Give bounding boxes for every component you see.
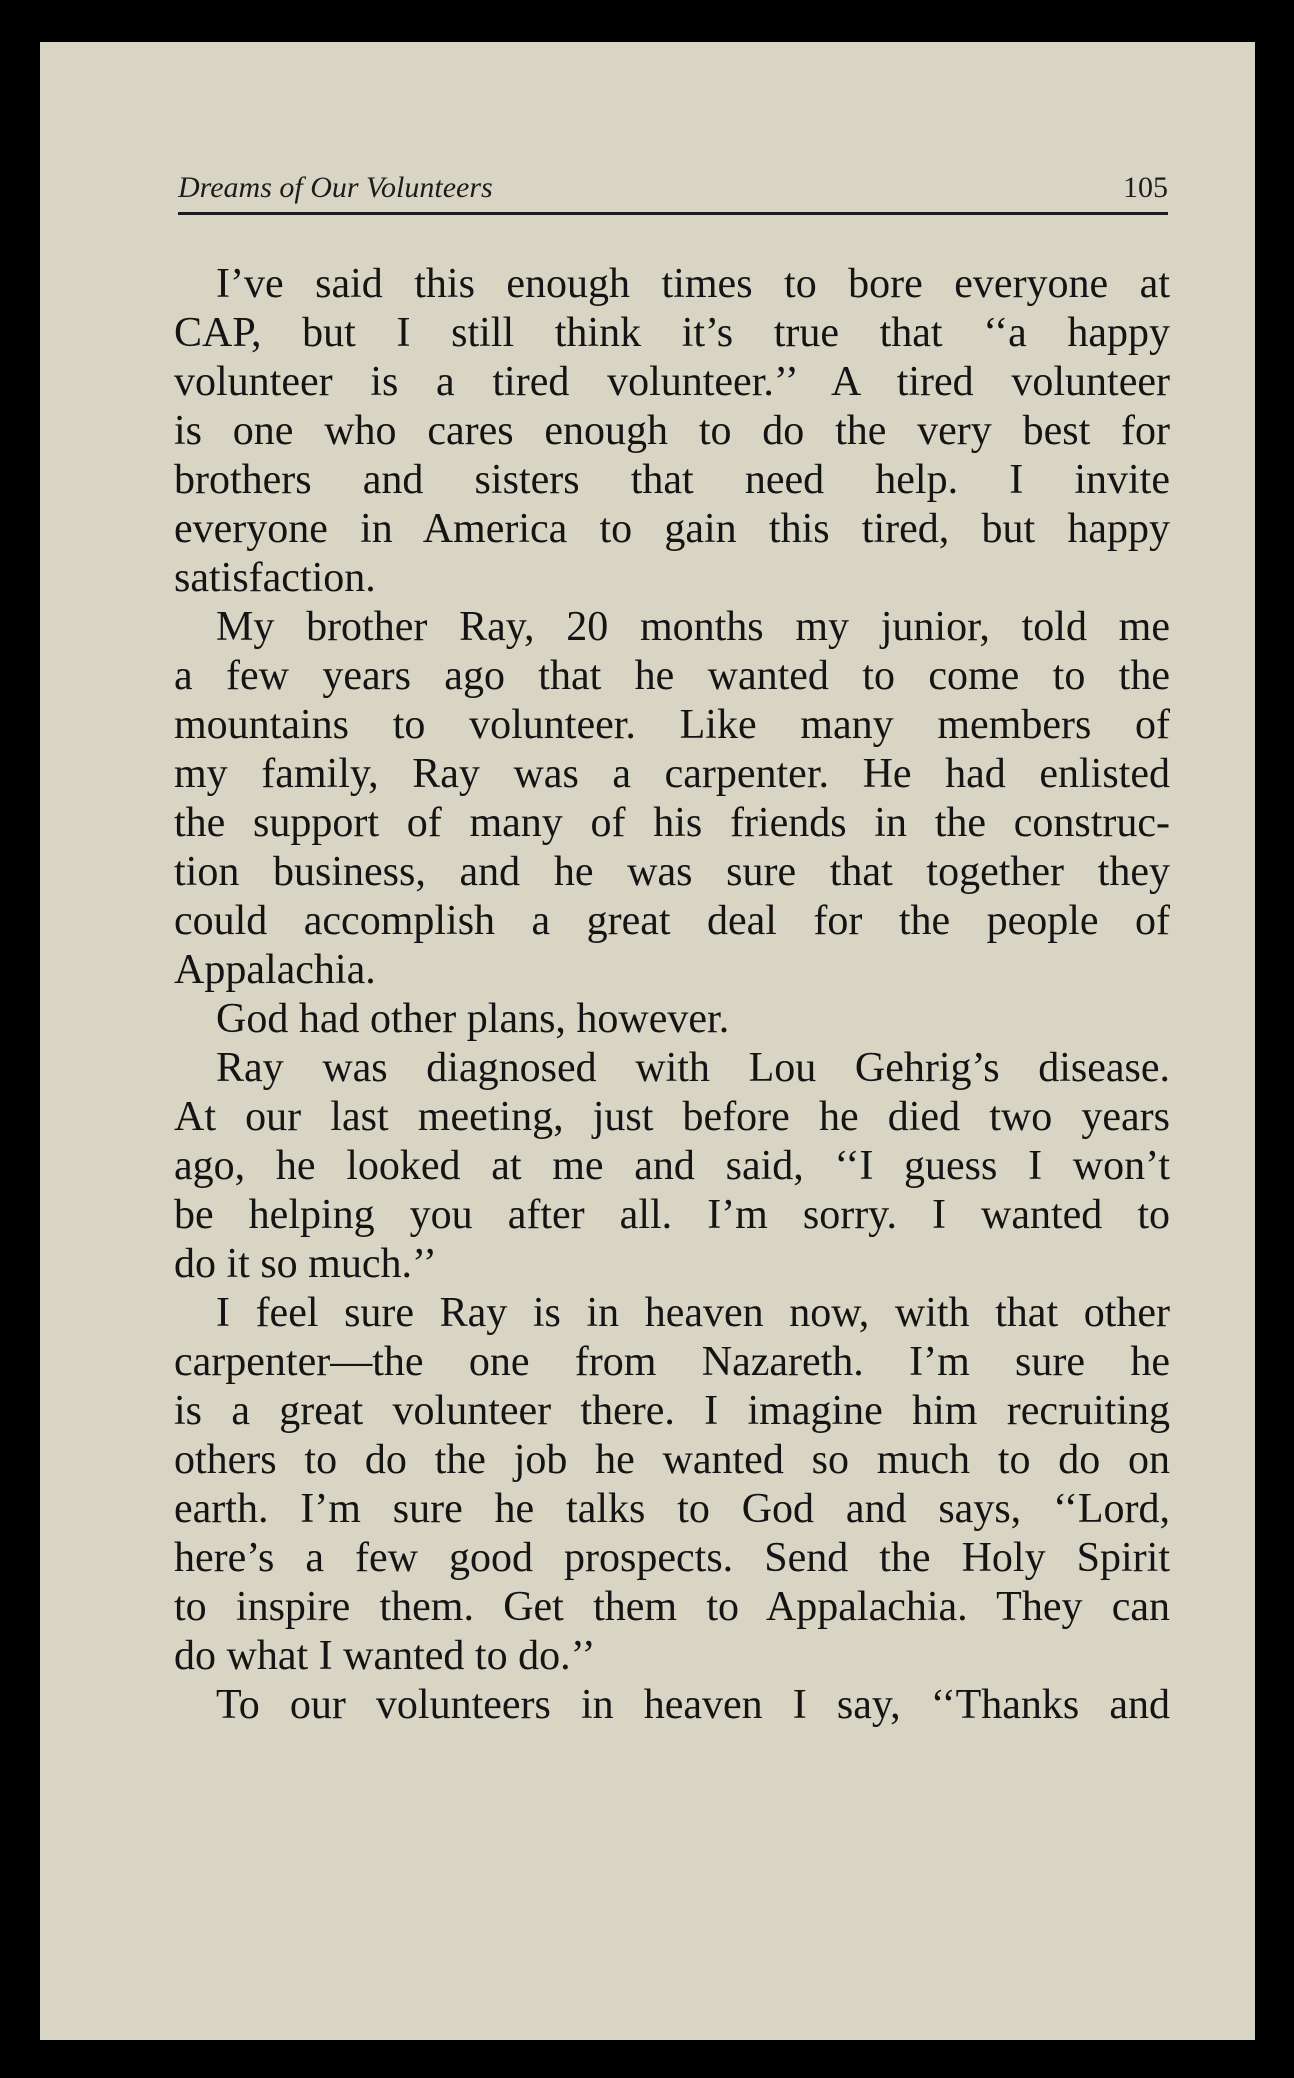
text-line: tion business, and he was sure that together they <box>174 849 1170 895</box>
text-line: brothers and sisters that need help. I invite <box>174 457 1170 503</box>
text-line: God had other plans, however. <box>216 996 730 1042</box>
text-line: volunteer is a tired volunteer.’’ A tired volunteer <box>174 359 1170 405</box>
text-line: the support of many of his friends in the construc- <box>174 800 1170 846</box>
text-line: everyone in America to gain this tired, but happy <box>174 506 1170 552</box>
text-line: carpenter—the one from Nazareth. I’m sure he <box>174 1339 1170 1385</box>
text-line: here’s a few good prospects. Send the Holy Spirit <box>174 1535 1170 1581</box>
text-line: I’ve said this enough times to bore everyone at <box>216 261 1170 307</box>
text-line: At our last meeting, just before he died two years <box>174 1094 1170 1140</box>
text-line: Appalachia. <box>174 947 376 993</box>
text-line: ago, he looked at me and said, ‘‘I guess I won’t <box>174 1143 1170 1189</box>
text-line: earth. I’m sure he talks to God and says, ‘‘Lord, <box>174 1486 1170 1532</box>
page-number: 105 <box>1123 171 1168 204</box>
text-line: CAP, but I still think it’s true that ‘‘a happy <box>174 310 1170 356</box>
text-line: My brother Ray, 20 months my junior, told me <box>216 604 1170 650</box>
book-page <box>40 42 1255 2040</box>
text-line: satisfaction. <box>174 555 376 601</box>
text-line: I feel sure Ray is in heaven now, with that other <box>216 1290 1170 1336</box>
running-header <box>178 170 1168 215</box>
text-line: Ray was diagnosed with Lou Gehrig’s disease. <box>216 1045 1170 1091</box>
text-line: do it so much.’’ <box>174 1241 437 1287</box>
text-line: mountains to volunteer. Like many members of <box>174 702 1170 748</box>
text-line: could accomplish a great deal for the people of <box>174 898 1170 944</box>
text-line: to inspire them. Get them to Appalachia. They can <box>174 1584 1170 1630</box>
text-line: my family, Ray was a carpenter. He had enlisted <box>174 751 1170 797</box>
body-text <box>174 260 1170 1730</box>
text-line: is one who cares enough to do the very best for <box>174 408 1170 454</box>
text-line: To our volunteers in heaven I say, ‘‘Thanks and <box>216 1682 1170 1728</box>
text-line: is a great volunteer there. I imagine him recruiting <box>174 1388 1170 1434</box>
text-line: others to do the job he wanted so much to do on <box>174 1437 1170 1483</box>
text-line: do what I wanted to do.’’ <box>174 1633 596 1679</box>
text-line: be helping you after all. I’m sorry. I wanted to <box>174 1192 1170 1238</box>
running-title: Dreams of Our Volunteers <box>178 171 493 204</box>
text-line: a few years ago that he wanted to come to the <box>174 653 1170 699</box>
